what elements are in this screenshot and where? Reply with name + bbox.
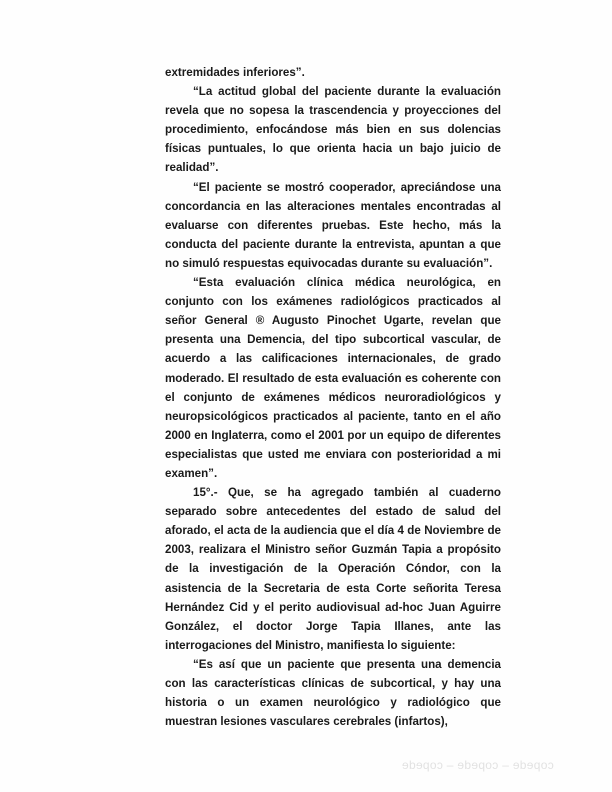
paragraph-quote-cooperation: “El paciente se mostró cooperador, apreciándose una concordancia en las alteraciones mentales encontradas al evaluarse con diferentes pruebas. Este hecho, más la conducta del paciente durante la entrevista, apuntan a que no simuló respuestas equivocadas durante su evaluación”. bbox=[165, 180, 501, 270]
paragraph-quote-dementia: “Es así que un paciente que presenta una demencia con las características clínicas de subcortical, y hay una historia o un examen neurológico y radiológico que muestran lesiones vasculares cerebrales (infartos), bbox=[165, 657, 501, 729]
paragraph-quote-diagnosis: “Esta evaluación clínica médica neurológica, en conjunto con los exámenes radiológicos practicados al señor General ® Augusto Pinochet Ugarte, revelan que presenta una Demencia, del tipo subcortical vascular, de acuerdo a las calificaciones internacionales, de grado moderado. El resultado de esta evaluación es coherente con el conjunto de exámenes médicos neuroradiológicos y neuropsicológicos practicados al paciente, tanto en el año 2000 en Inglaterra, como el 2001 por un equipo de diferentes especialistas que usted me enviara con posterioridad a mi examen”. bbox=[165, 276, 501, 480]
paragraph-section-15: 15°.- Que, se ha agregado también al cuaderno separado sobre antecedentes del estado de salud del aforado, el acta de la audiencia que el día 4 de Noviembre de 2003, realizara el Ministro señor Guzmán Tapia a propósito de la investigación de la Operación Cóndor, con la asistencia de la Secretaria de esta Corte señorita Teresa Hernández Cid y el perito audiovisual ad-hoc Juan Aguirre González, el doctor Jorge Tapia Illanes, ante las interrogaciones del Ministro, manifiesta lo siguiente: bbox=[165, 486, 501, 652]
body-text bbox=[165, 63, 501, 731]
paragraph-continuation: extremidades inferiores”. bbox=[165, 66, 305, 79]
bleed-through-text: ɘbɘqoɔ – ɘbɘqoɔ – ɘbɘqoɔ bbox=[402, 758, 554, 772]
paragraph-quote-attitude: “La actitud global del paciente durante la evaluación revela que no sopesa la trascendencia y proyecciones del procedimiento, enfocándose más bien en sus dolencias físicas puntuales, lo que orienta hacia un bajo juicio de realidad”. bbox=[165, 85, 501, 175]
